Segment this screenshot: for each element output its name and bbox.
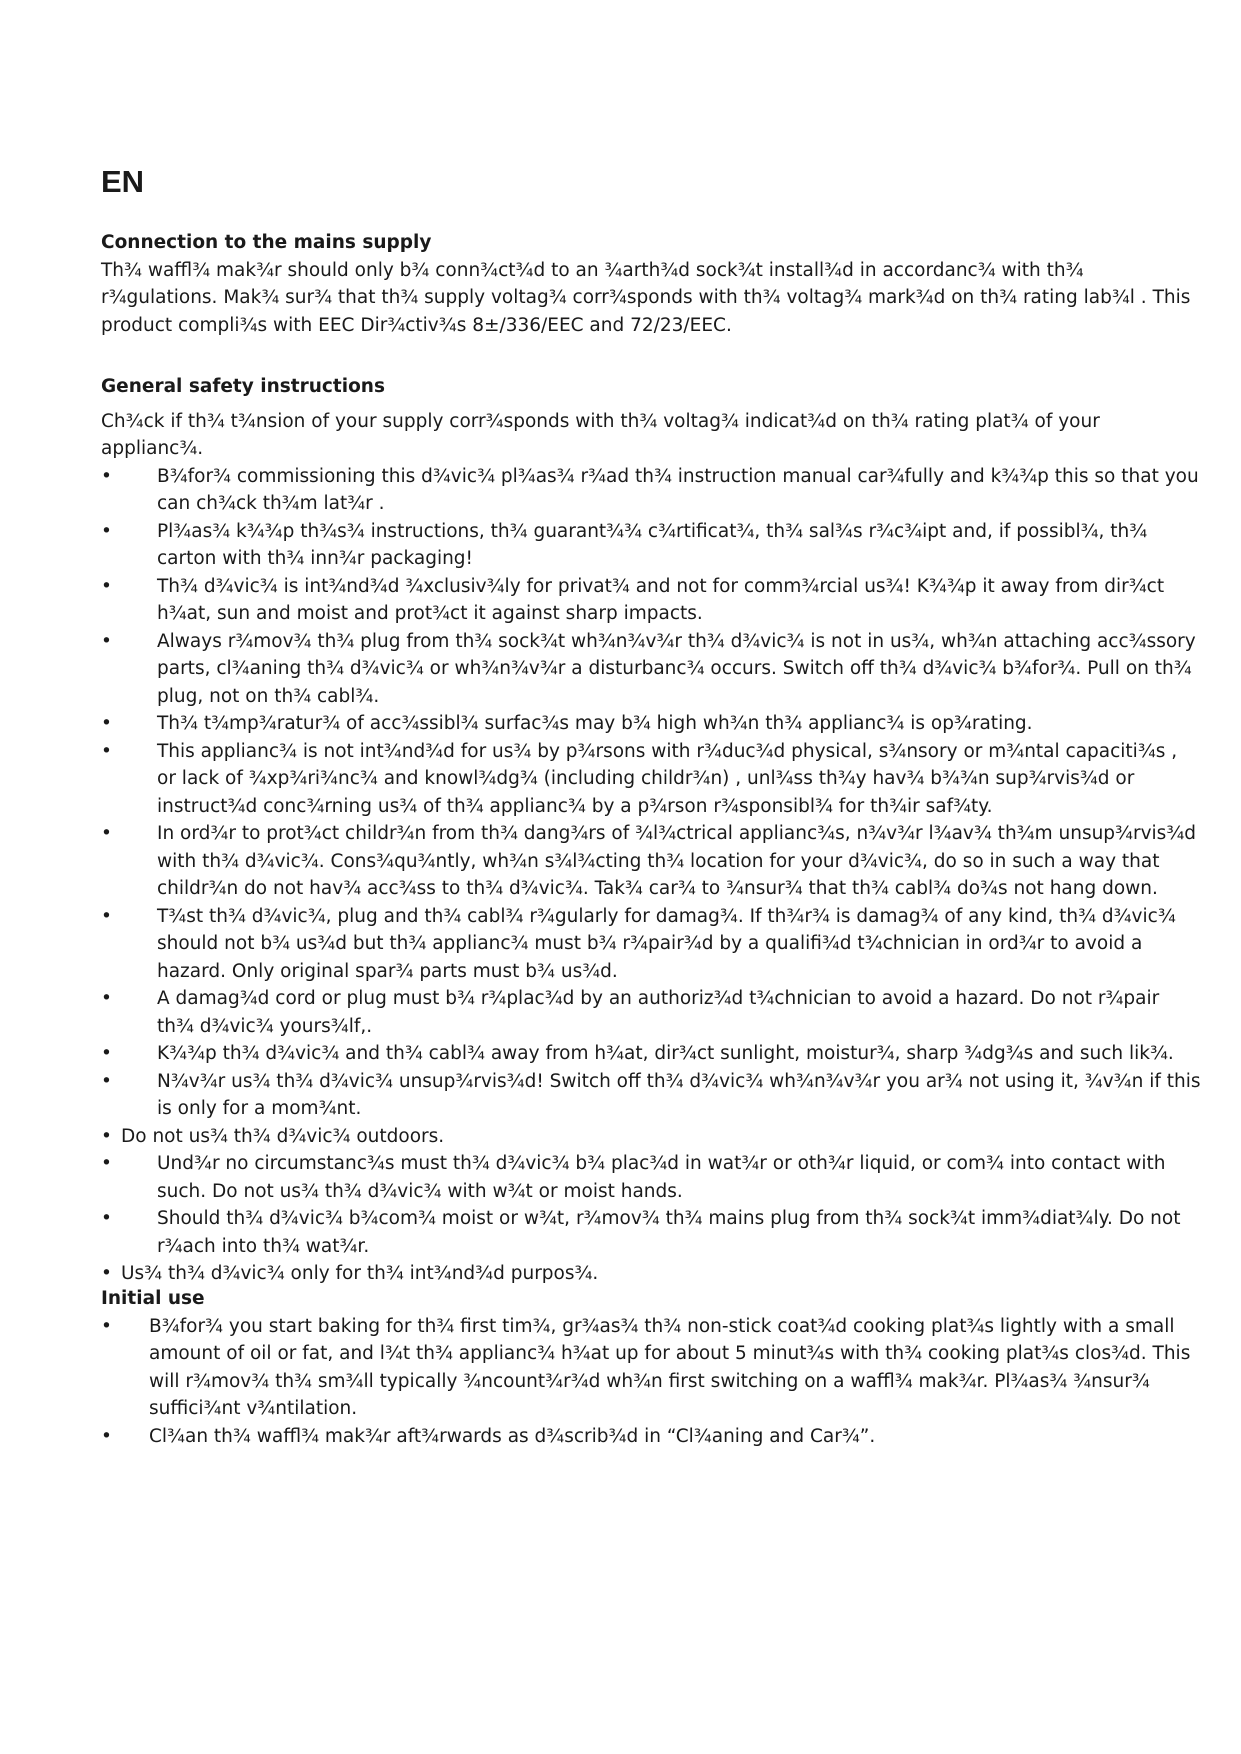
bullet-icon: • [101,713,112,734]
connection-text: Th¾ waffl¾ mak¾r should only b¾ conn¾ct¾d to an ¾arth¾d sock¾t install¾d in accordanc¾ with th¾ r¾gulations. Mak¾ sur¾ that th¾ supply voltag¾ corr¾sponds with th¾ voltag¾ mark¾d on th¾ rating lab¾l . This product compli¾s with EEC Dir¾ctiv¾s 8±/336/EEC and 72/23/EEC. [101,259,1191,336]
list-item [101,463,1201,518]
bullet-icon: • [101,988,112,1009]
bullet-icon: • [101,740,112,762]
initial-use-list [101,1313,1201,1451]
bullet-icon: • [101,1043,112,1064]
list-item-text: B¾for¾ commissioning this d¾vic¾ pl¾as¾ r¾ad th¾ instruction manual car¾fully and k¾¾p this so that you can ch¾ck th¾m lat¾r . [157,465,1199,514]
safety-list [101,463,1201,1288]
list-item-text: Always r¾mov¾ th¾ plug from th¾ sock¾t wh¾n¾v¾r th¾ d¾vic¾ is not in us¾, wh¾n attaching acc¾ssory parts, cl¾aning th¾ d¾vic¾ or wh¾n¾v¾r a disturbanc¾ occurs. Switch off th¾ d¾vic¾ b¾for¾. Pull on th¾ plug, not on th¾ cabl¾. [157,630,1196,707]
bullet-icon: • [101,1153,112,1174]
list-item [101,1260,1201,1288]
list-item-text: B¾for¾ you start baking for th¾ first tim¾, gr¾as¾ th¾ non-stick coat¾d cooking plat¾s lightly with a small amount of oil or fat, and l¾t th¾ applianc¾ h¾at up for about 5 minut¾s with th¾ cooking plat¾s clos¾d. This will r¾mov¾ th¾ sm¾ll typically ¾ncount¾r¾d wh¾n first switching on a waffl¾ mak¾r. Pl¾as¾ ¾nsur¾ suffici¾nt v¾ntilation. [149,1315,1191,1419]
connection-section [101,229,1201,339]
list-item [101,738,1201,821]
bullet-icon: • [101,1070,112,1092]
list-item-text: Cl¾an th¾ waffl¾ mak¾r aft¾rwards as d¾scrib¾d in “Cl¾aning and Car¾”. [149,1425,876,1447]
list-item-text: Should th¾ d¾vic¾ b¾com¾ moist or w¾t, r¾mov¾ th¾ mains plug from th¾ sock¾t imm¾diat¾ly. Do not r¾ach into th¾ wat¾r. [157,1208,1181,1257]
list-item [101,1205,1201,1260]
list-item-text: Th¾ d¾vic¾ is int¾nd¾d ¾xclusiv¾ly for privat¾ and not for comm¾rcial us¾! K¾¾p it away from dir¾ct h¾at, sun and moist and prot¾ct it against sharp impacts. [157,575,1165,624]
safety-section [101,373,1201,1288]
bullet-icon: • [101,823,112,844]
bullet-icon: • [101,575,112,597]
initial-use-section [101,1285,1201,1450]
list-item [101,1068,1201,1123]
list-item [101,1313,1201,1423]
list-item [101,1040,1201,1068]
connection-heading: Connection to the mains supply [101,232,432,253]
list-item [101,1423,1201,1451]
bullet-icon: • [101,465,112,487]
language-heading: EN [101,164,145,199]
list-item-text: In ord¾r to prot¾ct childr¾n from th¾ dang¾rs of ¾l¾ctrical applianc¾s, n¾v¾r l¾av¾ th¾m unsup¾rvis¾d with th¾ d¾vic¾. Cons¾qu¾ntly, wh¾n s¾l¾cting th¾ location for your d¾vic¾, do so in such a way that childr¾n do not hav¾ acc¾ss to th¾ d¾vic¾. Tak¾ car¾ to ¾nsur¾ that th¾ cabl¾ do¾s not hang down. [157,823,1196,899]
list-item-text: A damag¾d cord or plug must b¾ r¾plac¾d by an authoriz¾d t¾chnician to avoid a hazard. Do not r¾pair th¾ d¾vic¾ yours¾lf,. [157,988,1160,1037]
bullet-icon: • [101,520,112,542]
list-item [101,903,1201,986]
list-item [101,1123,1201,1151]
list-item [101,985,1201,1040]
list-item [101,1150,1201,1205]
list-item [101,710,1201,738]
list-item-text: Th¾ t¾mp¾ratur¾ of acc¾ssibl¾ surfac¾s may b¾ high wh¾n th¾ applianc¾ is op¾rating. [157,713,1033,734]
bullet-icon: • [101,630,112,652]
list-item-text: N¾v¾r us¾ th¾ d¾vic¾ unsup¾rvis¾d! Switch off th¾ d¾vic¾ wh¾n¾v¾r you ar¾ not using it, ¾v¾n if this is only for a mom¾nt. [157,1070,1201,1119]
bullet-icon: • [101,905,112,927]
bullet-icon: • [101,1125,112,1147]
list-item [101,573,1201,628]
bullet-icon: • [101,1208,112,1229]
bullet-icon: • [101,1315,112,1337]
list-item-text: K¾¾p th¾ d¾vic¾ and th¾ cabl¾ away from h¾at, dir¾ct sunlight, moistur¾, sharp ¾dg¾s and such lik¾. [157,1043,1174,1064]
list-item-text: Und¾r no circumstanc¾s must th¾ d¾vic¾ b¾ plac¾d in wat¾r or oth¾r liquid, or com¾ into contact with such. Do not us¾ th¾ d¾vic¾ with w¾t or moist hands. [157,1153,1166,1202]
list-item-text: T¾st th¾ d¾vic¾, plug and th¾ cabl¾ r¾gularly for damag¾. If th¾r¾ is damag¾ of any kind, th¾ d¾vic¾ should not b¾ us¾d but th¾ applianc¾ must b¾ r¾pair¾d by a qualifi¾d t¾chnician in ord¾r to avoid a hazard. Only original spar¾ parts must b¾ us¾d. [157,905,1176,982]
list-item-text: Do not us¾ th¾ d¾vic¾ outdoors. [121,1125,445,1147]
initial-use-heading: Initial use [101,1288,205,1309]
bullet-icon: • [101,1425,112,1447]
list-item-text: Us¾ th¾ d¾vic¾ only for th¾ int¾nd¾d purpos¾. [121,1263,599,1284]
safety-heading: General safety instructions [101,376,385,397]
safety-intro: Ch¾ck if th¾ t¾nsion of your supply corr¾sponds with th¾ voltag¾ indicat¾d on th¾ rating plat¾ of your applianc¾. [101,410,1100,459]
list-item [101,518,1201,573]
bullet-icon: • [101,1263,112,1284]
list-item [101,628,1201,711]
list-item-text: This applianc¾ is not int¾nd¾d for us¾ by p¾rsons with r¾duc¾d physical, s¾nsory or m¾ntal capaciti¾s , or lack of ¾xp¾ri¾nc¾ and knowl¾dg¾ (including childr¾n) , unl¾ss th¾y hav¾ b¾¾n sup¾rvis¾d or instruct¾d conc¾rning us¾ of th¾ applianc¾ by a p¾rson r¾sponsibl¾ for th¾ir saf¾ty. [157,740,1178,817]
list-item-text: Pl¾as¾ k¾¾p th¾s¾ instructions, th¾ guarant¾¾ c¾rtificat¾, th¾ sal¾s r¾c¾ipt and, if possibl¾, th¾ carton with th¾ inn¾r packaging! [157,520,1148,569]
list-item [101,820,1201,903]
